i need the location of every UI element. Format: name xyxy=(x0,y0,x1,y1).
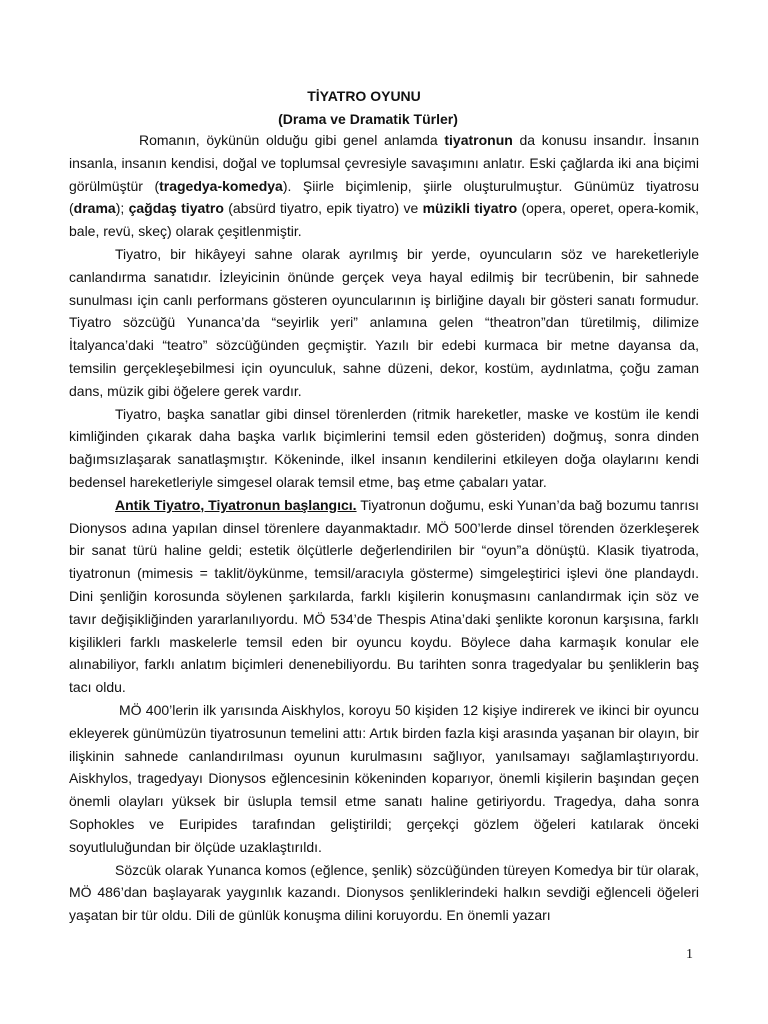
section-heading: Antik Tiyatro, Tiyatronun başlangıcı. xyxy=(115,496,357,513)
page-number: 1 xyxy=(686,947,693,962)
document-body xyxy=(69,129,699,927)
document-subtitle: (Drama ve Dramatik Türler) xyxy=(278,111,458,127)
paragraph-origins: Tiyatro, başka sanatlar gibi dinsel törenlerden (ritmik hareketler, maske ve kostüm ile kendi kimliğinden çıkarak daha başka varlık biçimlerini temsil eden gösteriden) doğmuş, sonra dinden bağımsızlaşarak sanatlaşmıştır. Kökeninde, ilkel insanın kendilerini etkileyen doğa olaylarını kendi bedensel hareketleriyle simgesel olarak temsil etme, baş etme çabaları yatar. xyxy=(69,405,699,490)
paragraph-antique-theatre: Antik Tiyatro, Tiyatronun başlangıcı. Tiyatronun doğumu, eski Yunan’da bağ bozumu tanrısı Dionysos adına yapılan dinsel törenlere dayanmaktadır. MÖ 500’lerde dinsel törenden özerkleşerek bir sanat türü haline geldi; estetik ölçütlerle değerlendirilen bir “oyun”a dönüştü. Klasik tiyatroda, tiyatronun (mimesis = taklit/öykünme, temsil/aracıyla gösterme) simgeleştirici işlevi öne plandaydı. Dini şenliğin korosunda söylenen şarkılarda, farklı kişilerin konuşmasını canlandırmak için söz ve tavır değişikliğinden yararlanılıyordu. MÖ 534’de Thespis Atina’daki şenlikte koronun karşısına, farklı kişilikleri farklı maskelerle temsil eden bir oyuncu koydu. Böylece daha karmaşık konular ele alınabiliyor, farklı anlatım biçimleri denenebiliyordu. Bu tarihten sonra tragedyalar bu şenliklerin baş tacı oldu. xyxy=(69,496,700,696)
document-title: TİYATRO OYUNU xyxy=(307,88,421,104)
paragraph-intro: Romanın, öykünün olduğu gibi genel anlamda tiyatronun da konusu insandır. İnsanın insanla, insanın kendisi, doğal ve toplumsal çevresiyle savaşımını anlatır. Eski çağlarda iki ana biçimi görülmüştür (tragedya-komedya). Şiirle biçimlenip, şiirle oluşturulmuştur. Günümüz tiyatrosu (drama); çağdaş tiyatro (absürd tiyatro, epik tiyatro) ve müzikli tiyatro (opera, operet, opera-komik, bale, revü, skeç) olarak çeşitlenmiştir. xyxy=(69,132,699,240)
paragraph-comedy: Sözcük olarak Yunanca komos (eğlence, şenlik) sözcüğünden türeyen Komedya bir tür olarak, MÖ 486’dan başlayarak yaygınlık kazandı. Dionysos şenliklerindeki halkın sevdiği eğlenceli öğeleri yaşatan bir tür oldu. Dili de günlük konuşma dilini koruyordu. En önemli yazarı xyxy=(69,861,699,924)
paragraph-aiskhylos: MÖ 400’lerin ilk yarısında Aiskhylos, koroyu 50 kişiden 12 kişiye indirerek ve ikinci bir oyuncu ekleyerek günümüzün tiyatrosunun temelini attı: Artık birden fazla kişi arasında yaşanan bir olayın, bir ilişkinin sahnede canlandırılması oyunun kurulmasını sağlıyor, yanılsamayı sağlamlaştırıyordu. Aiskhylos, tragedyayı Dionysos eğlencesinin kökeninden koparıyor, önemli kişilerin başından geçen önemli olayları yüksek bir üslupla temsil etme sanatı haline getiriyordu. Tragedya, daha sonra Sophokles ve Euripides tarafından geliştirildi; gerçekçi gözlem öğeleri katılarak önceki soyutluluğundan bir ölçüde uzaklaştırıldı. xyxy=(69,701,699,855)
paragraph-definition: Tiyatro, bir hikâyeyi sahne olarak ayrılmış bir yerde, oyuncuların söz ve hareketleriyle canlandırma sanatıdır. İzleyicinin önünde gerçek veya hayal edilmiş bir tecrübenin, bir sahnede sunulması için canlı performans gösteren oyuncularının iş birliğine dayalı bir gösteri sanatı formudur. Tiyatro sözcüğü Yunanca’da “seyirlik yeri” anlamına gelen “theatron”dan türetilmiş, dilimize İtalyanca’daki “teatro” sözcüğünden geçmiştir. Yazılı bir edebi kurmaca bir metne dayansa da, temsilin gerçekleşebilmesi için oyunculuk, sahne düzeni, dekor, kostüm, aydınlatma, çoğu zaman dans, müzik gibi öğelere gerek vardır. xyxy=(69,245,699,399)
